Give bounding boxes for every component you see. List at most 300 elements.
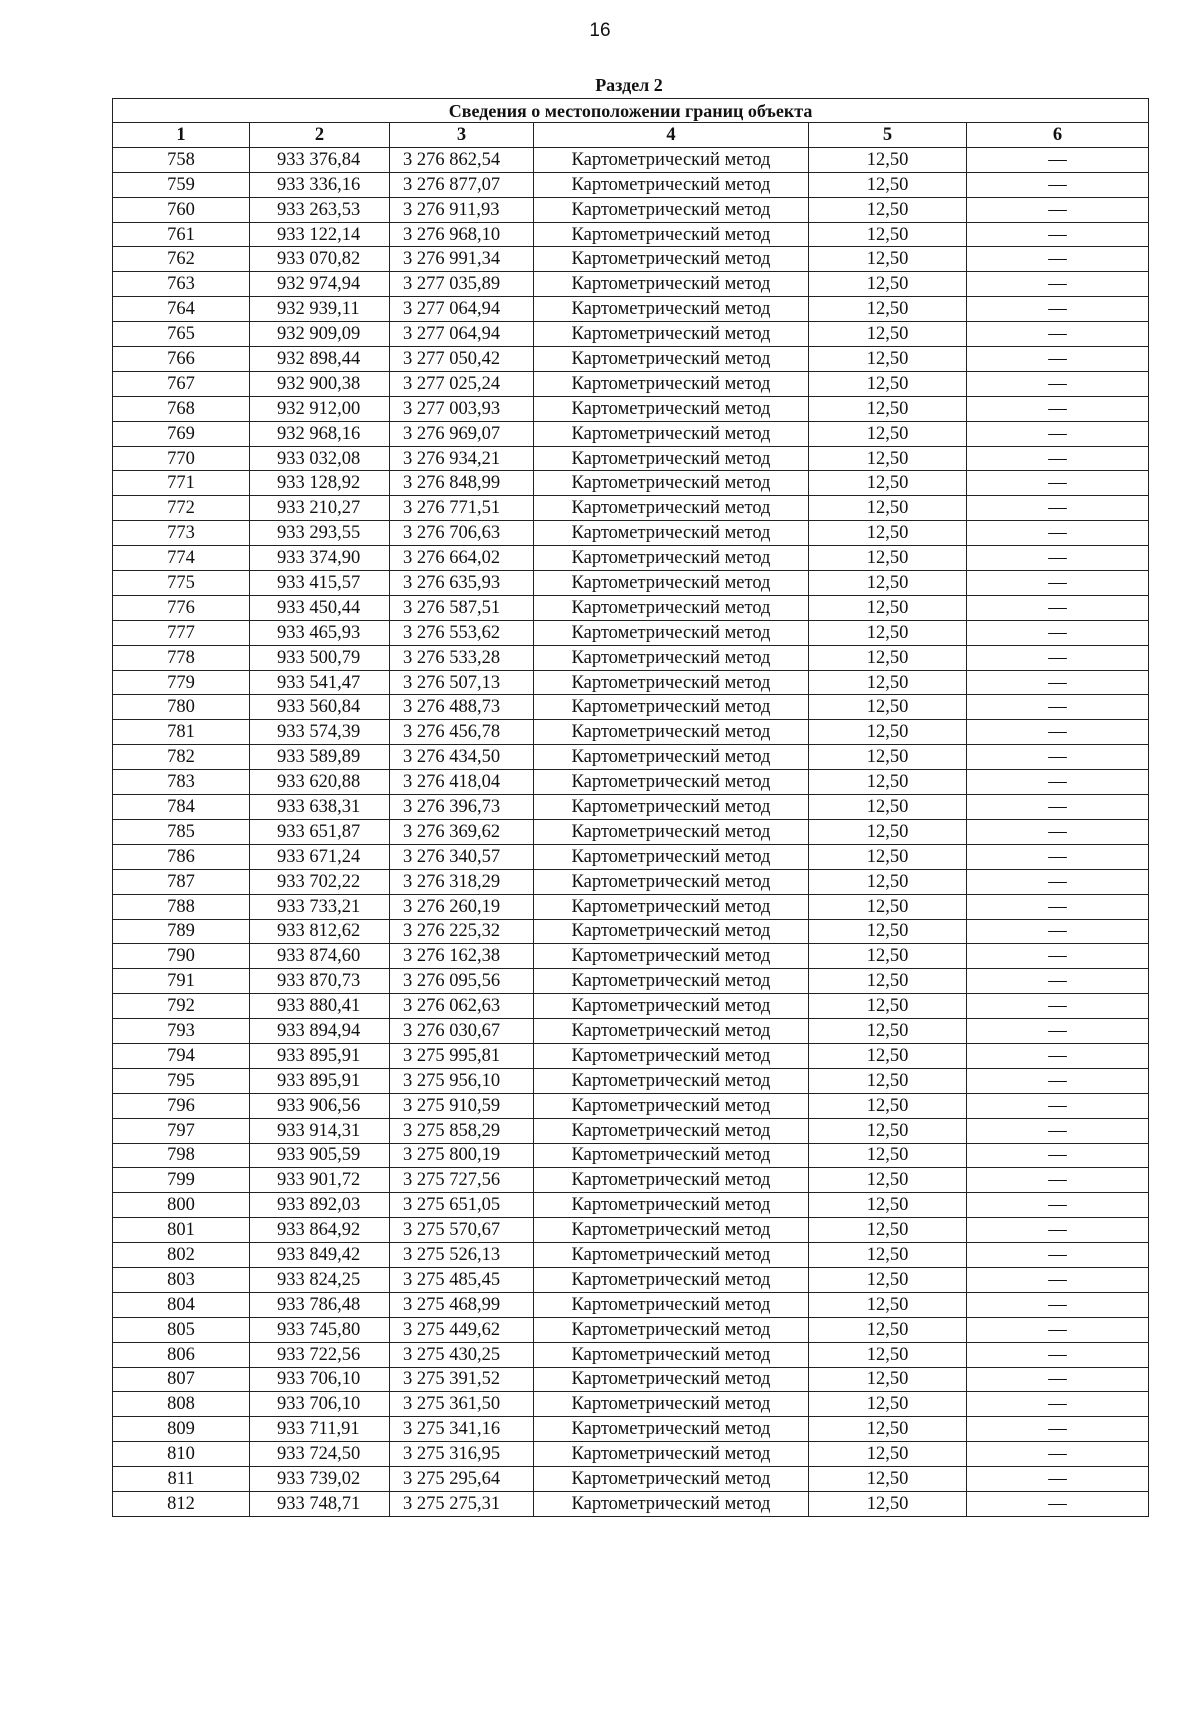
y-coordinate-cell: 3 276 434,50 (390, 745, 534, 770)
description-cell: — (967, 272, 1149, 297)
point-number-cell: 772 (113, 496, 250, 521)
point-number-cell: 790 (113, 944, 250, 969)
accuracy-cell: 12,50 (809, 1093, 967, 1118)
accuracy-cell: 12,50 (809, 1491, 967, 1516)
table-row (113, 1342, 1149, 1367)
point-number-cell: 782 (113, 745, 250, 770)
method-cell: Картометрический метод (534, 670, 809, 695)
method-cell: Картометрический метод (534, 1317, 809, 1342)
method-cell: Картометрический метод (534, 272, 809, 297)
table-row (113, 994, 1149, 1019)
method-cell: Картометрический метод (534, 695, 809, 720)
x-coordinate-cell: 933 895,91 (250, 1043, 390, 1068)
y-coordinate-cell: 3 276 369,62 (390, 819, 534, 844)
method-cell: Картометрический метод (534, 645, 809, 670)
x-coordinate-cell: 933 722,56 (250, 1342, 390, 1367)
point-number-cell: 783 (113, 770, 250, 795)
point-number-cell: 780 (113, 695, 250, 720)
accuracy-cell: 12,50 (809, 172, 967, 197)
y-coordinate-cell: 3 276 507,13 (390, 670, 534, 695)
method-cell: Картометрический метод (534, 595, 809, 620)
table-row (113, 1467, 1149, 1492)
y-coordinate-cell: 3 276 911,93 (390, 197, 534, 222)
description-cell: — (967, 595, 1149, 620)
description-cell: — (967, 521, 1149, 546)
point-number-cell: 770 (113, 446, 250, 471)
y-coordinate-cell: 3 277 050,42 (390, 347, 534, 372)
point-number-cell: 789 (113, 919, 250, 944)
point-number-cell: 800 (113, 1193, 250, 1218)
point-number-cell: 764 (113, 297, 250, 322)
description-cell: — (967, 247, 1149, 272)
table-row (113, 670, 1149, 695)
x-coordinate-cell: 933 541,47 (250, 670, 390, 695)
point-number-cell: 793 (113, 1019, 250, 1044)
accuracy-cell: 12,50 (809, 1367, 967, 1392)
accuracy-cell: 12,50 (809, 1417, 967, 1442)
accuracy-cell: 12,50 (809, 1267, 967, 1292)
accuracy-cell: 12,50 (809, 969, 967, 994)
method-cell: Картометрический метод (534, 944, 809, 969)
table-row (113, 720, 1149, 745)
accuracy-cell: 12,50 (809, 1292, 967, 1317)
accuracy-cell: 12,50 (809, 347, 967, 372)
column-header-6: 6 (967, 123, 1149, 148)
accuracy-cell: 12,50 (809, 670, 967, 695)
accuracy-cell: 12,50 (809, 795, 967, 820)
table-row (113, 894, 1149, 919)
x-coordinate-cell: 932 900,38 (250, 371, 390, 396)
method-cell: Картометрический метод (534, 247, 809, 272)
description-cell: — (967, 172, 1149, 197)
description-cell: — (967, 546, 1149, 571)
description-cell: — (967, 1168, 1149, 1193)
x-coordinate-cell: 933 293,55 (250, 521, 390, 546)
table-row (113, 571, 1149, 596)
description-cell: — (967, 147, 1149, 172)
y-coordinate-cell: 3 277 064,94 (390, 297, 534, 322)
method-cell: Картометрический метод (534, 919, 809, 944)
y-coordinate-cell: 3 277 064,94 (390, 322, 534, 347)
table-row (113, 969, 1149, 994)
y-coordinate-cell: 3 276 456,78 (390, 720, 534, 745)
table-header-row (113, 123, 1149, 148)
method-cell: Картометрический метод (534, 1491, 809, 1516)
description-cell: — (967, 1143, 1149, 1168)
x-coordinate-cell: 933 745,80 (250, 1317, 390, 1342)
x-coordinate-cell: 933 702,22 (250, 869, 390, 894)
point-number-cell: 776 (113, 595, 250, 620)
point-number-cell: 779 (113, 670, 250, 695)
method-cell: Картометрический метод (534, 371, 809, 396)
table-row (113, 1292, 1149, 1317)
accuracy-cell: 12,50 (809, 197, 967, 222)
description-cell: — (967, 1043, 1149, 1068)
accuracy-cell: 12,50 (809, 844, 967, 869)
x-coordinate-cell: 933 070,82 (250, 247, 390, 272)
point-number-cell: 774 (113, 546, 250, 571)
table-row (113, 1193, 1149, 1218)
method-cell: Картометрический метод (534, 172, 809, 197)
accuracy-cell: 12,50 (809, 1168, 967, 1193)
description-cell: — (967, 371, 1149, 396)
point-number-cell: 807 (113, 1367, 250, 1392)
method-cell: Картометрический метод (534, 471, 809, 496)
table-row (113, 1143, 1149, 1168)
method-cell: Картометрический метод (534, 620, 809, 645)
accuracy-cell: 12,50 (809, 919, 967, 944)
x-coordinate-cell: 933 336,16 (250, 172, 390, 197)
point-number-cell: 802 (113, 1243, 250, 1268)
accuracy-cell: 12,50 (809, 770, 967, 795)
point-number-cell: 812 (113, 1491, 250, 1516)
x-coordinate-cell: 933 733,21 (250, 894, 390, 919)
y-coordinate-cell: 3 276 488,73 (390, 695, 534, 720)
description-cell: — (967, 571, 1149, 596)
point-number-cell: 794 (113, 1043, 250, 1068)
description-cell: — (967, 869, 1149, 894)
section-title: Раздел 2 (595, 75, 663, 95)
x-coordinate-cell: 933 374,90 (250, 546, 390, 571)
y-coordinate-cell: 3 276 340,57 (390, 844, 534, 869)
y-coordinate-cell: 3 276 062,63 (390, 994, 534, 1019)
accuracy-cell: 12,50 (809, 1317, 967, 1342)
accuracy-cell: 12,50 (809, 994, 967, 1019)
point-number-cell: 766 (113, 347, 250, 372)
method-cell: Картометрический метод (534, 1143, 809, 1168)
x-coordinate-cell: 933 574,39 (250, 720, 390, 745)
y-coordinate-cell: 3 275 727,56 (390, 1168, 534, 1193)
point-number-cell: 784 (113, 795, 250, 820)
y-coordinate-cell: 3 277 025,24 (390, 371, 534, 396)
description-cell: — (967, 720, 1149, 745)
description-cell: — (967, 297, 1149, 322)
table-row (113, 546, 1149, 571)
x-coordinate-cell: 933 415,57 (250, 571, 390, 596)
point-number-cell: 760 (113, 197, 250, 222)
method-cell: Картометрический метод (534, 521, 809, 546)
y-coordinate-cell: 3 276 991,34 (390, 247, 534, 272)
accuracy-cell: 12,50 (809, 571, 967, 596)
table-row (113, 819, 1149, 844)
y-coordinate-cell: 3 275 956,10 (390, 1068, 534, 1093)
accuracy-cell: 12,50 (809, 1143, 967, 1168)
x-coordinate-cell: 933 620,88 (250, 770, 390, 795)
description-cell: — (967, 1068, 1149, 1093)
description-cell: — (967, 347, 1149, 372)
description-cell: — (967, 745, 1149, 770)
x-coordinate-cell: 933 812,62 (250, 919, 390, 944)
y-coordinate-cell: 3 276 968,10 (390, 222, 534, 247)
point-number-cell: 788 (113, 894, 250, 919)
y-coordinate-cell: 3 276 553,62 (390, 620, 534, 645)
point-number-cell: 806 (113, 1342, 250, 1367)
point-number-cell: 758 (113, 147, 250, 172)
table-row (113, 844, 1149, 869)
method-cell: Картометрический метод (534, 197, 809, 222)
accuracy-cell: 12,50 (809, 272, 967, 297)
y-coordinate-cell: 3 275 468,99 (390, 1292, 534, 1317)
description-cell: — (967, 819, 1149, 844)
x-coordinate-cell: 933 450,44 (250, 595, 390, 620)
accuracy-cell: 12,50 (809, 371, 967, 396)
point-number-cell: 759 (113, 172, 250, 197)
point-number-cell: 778 (113, 645, 250, 670)
accuracy-cell: 12,50 (809, 496, 967, 521)
point-number-cell: 769 (113, 421, 250, 446)
table-row (113, 1367, 1149, 1392)
description-cell: — (967, 620, 1149, 645)
accuracy-cell: 12,50 (809, 1043, 967, 1068)
table-row (113, 1417, 1149, 1442)
accuracy-cell: 12,50 (809, 1467, 967, 1492)
accuracy-cell: 12,50 (809, 546, 967, 571)
method-cell: Картометрический метод (534, 322, 809, 347)
column-header-5: 5 (809, 123, 967, 148)
column-header-3: 3 (390, 123, 534, 148)
y-coordinate-cell: 3 275 651,05 (390, 1193, 534, 1218)
x-coordinate-cell: 933 589,89 (250, 745, 390, 770)
description-cell: — (967, 471, 1149, 496)
description-cell: — (967, 770, 1149, 795)
method-cell: Картометрический метод (534, 1168, 809, 1193)
method-cell: Картометрический метод (534, 571, 809, 596)
description-cell: — (967, 944, 1149, 969)
point-number-cell: 805 (113, 1317, 250, 1342)
accuracy-cell: 12,50 (809, 720, 967, 745)
method-cell: Картометрический метод (534, 1267, 809, 1292)
y-coordinate-cell: 3 277 003,93 (390, 396, 534, 421)
x-coordinate-cell: 933 500,79 (250, 645, 390, 670)
y-coordinate-cell: 3 275 800,19 (390, 1143, 534, 1168)
table-row (113, 745, 1149, 770)
accuracy-cell: 12,50 (809, 147, 967, 172)
description-cell: — (967, 670, 1149, 695)
y-coordinate-cell: 3 276 706,63 (390, 521, 534, 546)
description-cell: — (967, 1243, 1149, 1268)
point-number-cell: 771 (113, 471, 250, 496)
description-cell: — (967, 1367, 1149, 1392)
page-number: 16 (589, 20, 611, 41)
x-coordinate-cell: 933 905,59 (250, 1143, 390, 1168)
y-coordinate-cell: 3 275 341,16 (390, 1417, 534, 1442)
accuracy-cell: 12,50 (809, 894, 967, 919)
description-cell: — (967, 1193, 1149, 1218)
description-cell: — (967, 197, 1149, 222)
y-coordinate-cell: 3 275 858,29 (390, 1118, 534, 1143)
description-cell: — (967, 1467, 1149, 1492)
method-cell: Картометрический метод (534, 297, 809, 322)
table-row (113, 770, 1149, 795)
x-coordinate-cell: 933 638,31 (250, 795, 390, 820)
method-cell: Картометрический метод (534, 795, 809, 820)
table-row (113, 222, 1149, 247)
point-number-cell: 810 (113, 1442, 250, 1467)
accuracy-cell: 12,50 (809, 247, 967, 272)
accuracy-cell: 12,50 (809, 471, 967, 496)
y-coordinate-cell: 3 275 995,81 (390, 1043, 534, 1068)
x-coordinate-cell: 933 210,27 (250, 496, 390, 521)
x-coordinate-cell: 933 892,03 (250, 1193, 390, 1218)
method-cell: Картометрический метод (534, 844, 809, 869)
table-row (113, 695, 1149, 720)
accuracy-cell: 12,50 (809, 620, 967, 645)
accuracy-cell: 12,50 (809, 695, 967, 720)
accuracy-cell: 12,50 (809, 1193, 967, 1218)
point-number-cell: 777 (113, 620, 250, 645)
accuracy-cell: 12,50 (809, 1218, 967, 1243)
accuracy-cell: 12,50 (809, 1342, 967, 1367)
table-row (113, 919, 1149, 944)
y-coordinate-cell: 3 275 275,31 (390, 1491, 534, 1516)
x-coordinate-cell: 933 880,41 (250, 994, 390, 1019)
x-coordinate-cell: 933 914,31 (250, 1118, 390, 1143)
table-row (113, 1118, 1149, 1143)
table-row (113, 347, 1149, 372)
table-row (113, 322, 1149, 347)
accuracy-cell: 12,50 (809, 1392, 967, 1417)
description-cell: — (967, 1442, 1149, 1467)
method-cell: Картометрический метод (534, 969, 809, 994)
method-cell: Картометрический метод (534, 1442, 809, 1467)
accuracy-cell: 12,50 (809, 819, 967, 844)
description-cell: — (967, 645, 1149, 670)
table-row (113, 1043, 1149, 1068)
point-number-cell: 796 (113, 1093, 250, 1118)
method-cell: Картометрический метод (534, 1068, 809, 1093)
y-coordinate-cell: 3 276 396,73 (390, 795, 534, 820)
table-row (113, 595, 1149, 620)
y-coordinate-cell: 3 275 910,59 (390, 1093, 534, 1118)
table-row (113, 396, 1149, 421)
table-row (113, 147, 1149, 172)
table-row (113, 521, 1149, 546)
method-cell: Картометрический метод (534, 1417, 809, 1442)
x-coordinate-cell: 933 901,72 (250, 1168, 390, 1193)
x-coordinate-cell: 933 906,56 (250, 1093, 390, 1118)
table-row (113, 1491, 1149, 1516)
x-coordinate-cell: 933 849,42 (250, 1243, 390, 1268)
table-row (113, 795, 1149, 820)
point-number-cell: 773 (113, 521, 250, 546)
point-number-cell: 781 (113, 720, 250, 745)
table-row (113, 446, 1149, 471)
y-coordinate-cell: 3 276 587,51 (390, 595, 534, 620)
method-cell: Картометрический метод (534, 1193, 809, 1218)
x-coordinate-cell: 933 706,10 (250, 1367, 390, 1392)
x-coordinate-cell: 932 909,09 (250, 322, 390, 347)
description-cell: — (967, 1292, 1149, 1317)
boundary-table-container (112, 98, 1148, 1517)
accuracy-cell: 12,50 (809, 521, 967, 546)
column-header-4: 4 (534, 123, 809, 148)
method-cell: Картометрический метод (534, 770, 809, 795)
method-cell: Картометрический метод (534, 1043, 809, 1068)
y-coordinate-cell: 3 276 533,28 (390, 645, 534, 670)
x-coordinate-cell: 933 706,10 (250, 1392, 390, 1417)
method-cell: Картометрический метод (534, 446, 809, 471)
accuracy-cell: 12,50 (809, 745, 967, 770)
description-cell: — (967, 1267, 1149, 1292)
table-row (113, 620, 1149, 645)
x-coordinate-cell: 933 263,53 (250, 197, 390, 222)
point-number-cell: 798 (113, 1143, 250, 1168)
point-number-cell: 763 (113, 272, 250, 297)
accuracy-cell: 12,50 (809, 446, 967, 471)
x-coordinate-cell: 933 560,84 (250, 695, 390, 720)
accuracy-cell: 12,50 (809, 396, 967, 421)
description-cell: — (967, 496, 1149, 521)
x-coordinate-cell: 932 912,00 (250, 396, 390, 421)
method-cell: Картометрический метод (534, 720, 809, 745)
description-cell: — (967, 894, 1149, 919)
point-number-cell: 791 (113, 969, 250, 994)
method-cell: Картометрический метод (534, 1118, 809, 1143)
y-coordinate-cell: 3 275 570,67 (390, 1218, 534, 1243)
method-cell: Картометрический метод (534, 1019, 809, 1044)
method-cell: Картометрический метод (534, 222, 809, 247)
x-coordinate-cell: 933 894,94 (250, 1019, 390, 1044)
table-row (113, 1019, 1149, 1044)
description-cell: — (967, 695, 1149, 720)
description-cell: — (967, 396, 1149, 421)
description-cell: — (967, 446, 1149, 471)
method-cell: Картометрический метод (534, 819, 809, 844)
point-number-cell: 765 (113, 322, 250, 347)
method-cell: Картометрический метод (534, 1367, 809, 1392)
point-number-cell: 809 (113, 1417, 250, 1442)
description-cell: — (967, 969, 1149, 994)
accuracy-cell: 12,50 (809, 1068, 967, 1093)
method-cell: Картометрический метод (534, 1093, 809, 1118)
description-cell: — (967, 994, 1149, 1019)
x-coordinate-cell: 933 824,25 (250, 1267, 390, 1292)
x-coordinate-cell: 933 465,93 (250, 620, 390, 645)
table-row (113, 1392, 1149, 1417)
x-coordinate-cell: 932 974,94 (250, 272, 390, 297)
y-coordinate-cell: 3 277 035,89 (390, 272, 534, 297)
y-coordinate-cell: 3 275 526,13 (390, 1243, 534, 1268)
point-number-cell: 786 (113, 844, 250, 869)
method-cell: Картометрический метод (534, 994, 809, 1019)
table-row (113, 1243, 1149, 1268)
point-number-cell: 768 (113, 396, 250, 421)
y-coordinate-cell: 3 275 295,64 (390, 1467, 534, 1492)
method-cell: Картометрический метод (534, 1467, 809, 1492)
accuracy-cell: 12,50 (809, 1442, 967, 1467)
description-cell: — (967, 1093, 1149, 1118)
y-coordinate-cell: 3 276 635,93 (390, 571, 534, 596)
x-coordinate-cell: 933 864,92 (250, 1218, 390, 1243)
y-coordinate-cell: 3 275 449,62 (390, 1317, 534, 1342)
table-row (113, 944, 1149, 969)
method-cell: Картометрический метод (534, 496, 809, 521)
x-coordinate-cell: 933 128,92 (250, 471, 390, 496)
table-row (113, 1317, 1149, 1342)
y-coordinate-cell: 3 275 485,45 (390, 1267, 534, 1292)
x-coordinate-cell: 933 032,08 (250, 446, 390, 471)
x-coordinate-cell: 933 376,84 (250, 147, 390, 172)
accuracy-cell: 12,50 (809, 1243, 967, 1268)
x-coordinate-cell: 933 711,91 (250, 1417, 390, 1442)
y-coordinate-cell: 3 276 030,67 (390, 1019, 534, 1044)
table-row (113, 869, 1149, 894)
x-coordinate-cell: 932 898,44 (250, 347, 390, 372)
description-cell: — (967, 1392, 1149, 1417)
description-cell: — (967, 844, 1149, 869)
table-row (113, 1218, 1149, 1243)
table-row (113, 496, 1149, 521)
